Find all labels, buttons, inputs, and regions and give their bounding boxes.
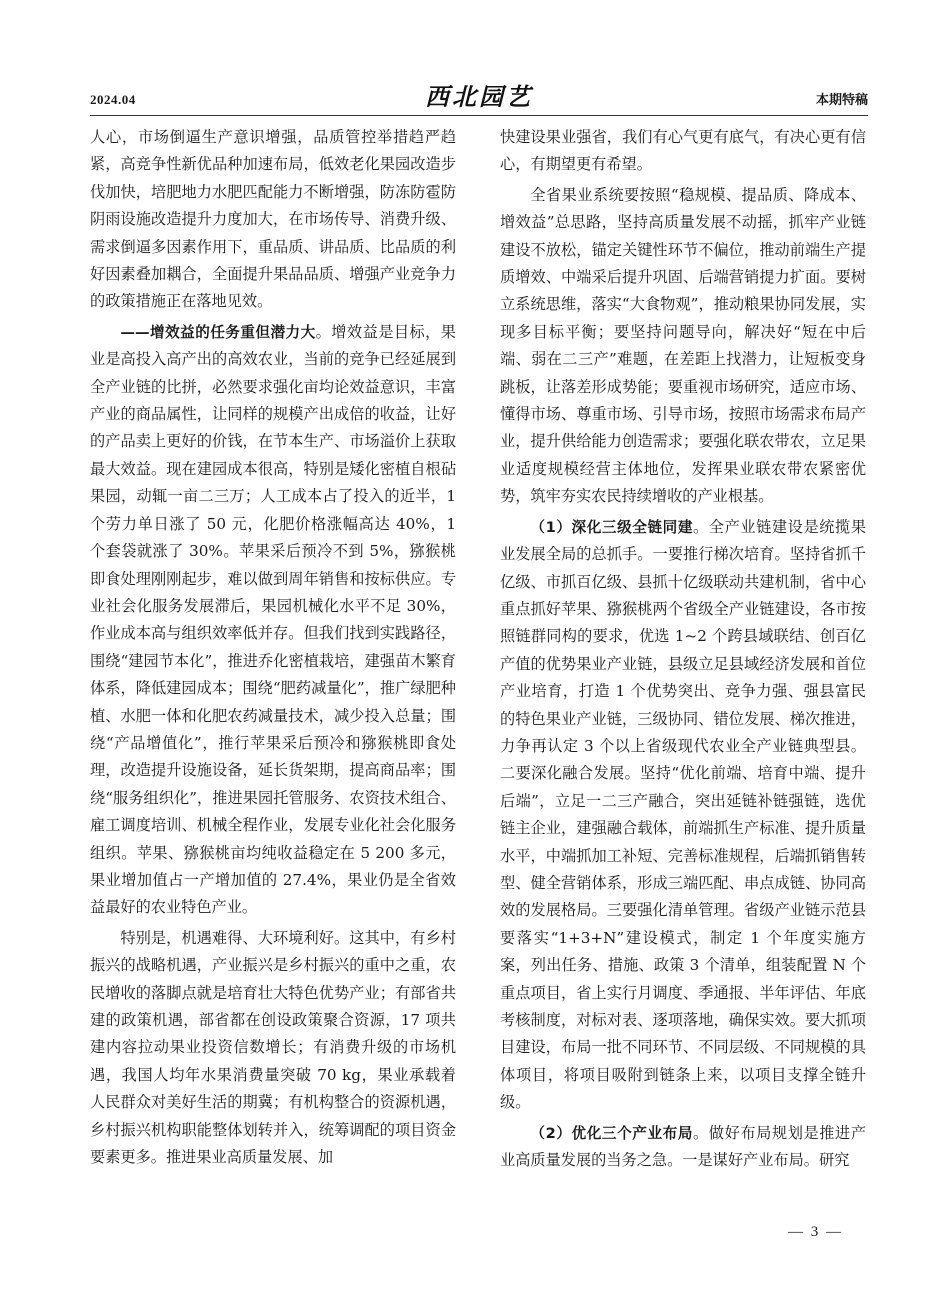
paragraph-text: 。全产业链建设是统揽果业发展全局的总抓手。一要推行梯次培育。坚持省抓千亿级、市抓百亿级、县抓十亿级联动共建机制，省中心重点抓好苹果、猕猴桃两个省级全产业链建设，各市按照链群同构的要求，优选 1~2 个跨县域联结、创百亿产值的优势果业产业链，县级立足县域经济发展和首位产业培育，打造 1 个优势突出、竞争力强、强县富民的特色果业产业链，三级协同、错位发展、梯次推进，力争再认定 3 个以上省级现代农业全产业链典型县。二要深化融合发展。坚持“优化前端、培育中端、提升后端”，立足一二三产融合，突出延链补链强链，选优链主企业，建强融合载体，前端抓生产标准、提升质量水平，中端抓加工补短、完善标准规程，后端抓销售转型、健全营销体系，形成三端匹配、串点成链、协同高效的发展格局。三要强化清单管理。省级产业链示范县要落实“1+3+N”建设模式，制定 1 个年度实施方案，列出任务、措施、政策 3 个清单，组装配置 N 个重点项目，省上实行月调度、季通报、半年评估、年底考核制度，对标对表、逐项落地，确保实效。要大抓项目建设，布局一批不同环节、不同层级、不同规模的具体项目，将项目吸附到链条上来，以项目支撑全链升级。: [500, 517, 867, 1112]
right-column: [500, 124, 866, 1174]
journal-logo: 西北园艺: [425, 82, 533, 111]
paragraph-text: 。做好布局规划是推进产业高质量发展的当务之急。一是谋好产业布局。研究: [500, 1123, 867, 1170]
paragraph-lead: ——增效益的任务重但潜力大: [120, 323, 316, 341]
paragraph-text: 特别是，机遇难得、大环境利好。这其中，有乡村振兴的战略机遇，产业振兴是乡村振兴的重中之重，农民增收的落脚点就是培育壮大特色优势产业；有部省共建的政策机遇，部省都在创设政策聚合资源，17 项共建内容拉动果业投资信数增长；有消费升级的市场机遇，我国人均年水果消费量突破 70 kg，果业承载着人民群众对美好生活的期冀；有机构整合的资源机遇，乡村振兴机构职能整体划转并入，统筹调配的项目资金要素更多。推进果业高质量发展、加: [90, 928, 456, 1167]
paragraph: [500, 1120, 866, 1175]
paragraph-lead: （2）优化三个产业布局: [530, 1124, 694, 1142]
paragraph-text: 。增效益是目标，果业是高投入高产出的高效农业，当前的竞争已经延展到全产业链的比拼，必然要求强化亩均论效益意识，丰富产业的商品属性，让同样的规模产出成倍的收益，让好的产品卖上更好的价钱，在节本生产、市场溢价上获取最大效益。现在建园成本很高，特别是矮化密植自根砧果园，动辄一亩二三万；人工成本占了投入的近半，1 个劳力单日涨了 50 元，化肥价格涨幅高达 40%，1 个套袋就涨了 30%。苹果采后预冷不到 5%，猕猴桃即食处理刚刚起步，难以做到周年销售和按标供应。专业社会化服务发展滞后，果园机械化水平不足 30%，作业成本高与组织效率低并存。但我们找到实践路径，围绕“建园节本化”，推进乔化密植栽培，建强苗木繁育体系，降低建园成本；围绕“肥药减量化”，推广绿肥种植、水肥一体和化肥农药减量技术，减少投入总量；围绕“产品增值化”，推行苹果采后预冷和猕猴桃即食处理，改造提升设施设备，延长货架期，提高商品率；围绕“服务组织化”，推进果园托管服务、农资技术组合、雇工调度培训、机械全程作业，发展专业化社会化服务组织。苹果、猕猴桃亩均纯收益稳定在 5 200 多元，果业增加值占一产增加值的 27.4%，果业仍是全省效益最好的农业特色产业。: [90, 322, 456, 917]
section-label: 本期特稿: [815, 93, 868, 108]
paragraph: [90, 925, 456, 1172]
paragraph-text: 快建设果业强省，我们有心气更有底气，有决心更有信心，有期望更有希望。: [500, 128, 866, 174]
page-header: [90, 82, 868, 114]
paragraph: [90, 319, 456, 922]
page-number: — 3 —: [788, 1224, 843, 1240]
paragraph: [500, 124, 866, 179]
paragraph-lead: （1）深化三级全链同建: [530, 518, 694, 536]
paragraph-text: 人心，市场倒逼生产意识增强，品质管控举措趋严趋紧，高竞争性新优品种加速布局，低效老化果园改造步伐加快，培肥地力水肥匹配能力不断增强，防冻防雹防阴雨设施改造提升力度加大，在市场传导、消费升级、需求倒逼多因素作用下，重品质、讲品质、比品质的利好因素叠加耦合，全面提升果品品质、增强产业竞争力的政策措施正在落地见效。: [90, 128, 456, 311]
issue-date: 2024.04: [90, 92, 136, 107]
paragraph-text: 全省果业系统要按照“稳规模、提品质、降成本、增效益”总思路，坚持高质量发展不动摇，抓牢产业链建设不放松，锚定关键性环节不偏位，推动前端生产提质增效、中端采后提升巩固、后端营销提力扩面。要树立系统思维，落实“大食物观”，推动粮果协同发展，实现多目标平衡；要坚持问题导向，解决好“短在中后端、弱在二三产”难题，在差距上找潜力，让短板变身跳板，让落差形成势能；要重视市场研究，适应市场、懂得市场、尊重市场、引导市场，按照市场需求布局产业，提升供给能力创造需求；要强化联农带农，立足果业适度规模经营主体地位，发挥果业联农带农紧密优势，筑牢夯实农民持续增收的产业根基。: [500, 185, 866, 506]
header-divider: [90, 115, 868, 116]
paragraph: [500, 182, 866, 511]
paragraph: [90, 124, 456, 316]
left-column: [90, 124, 456, 1171]
paragraph: [500, 514, 866, 1117]
